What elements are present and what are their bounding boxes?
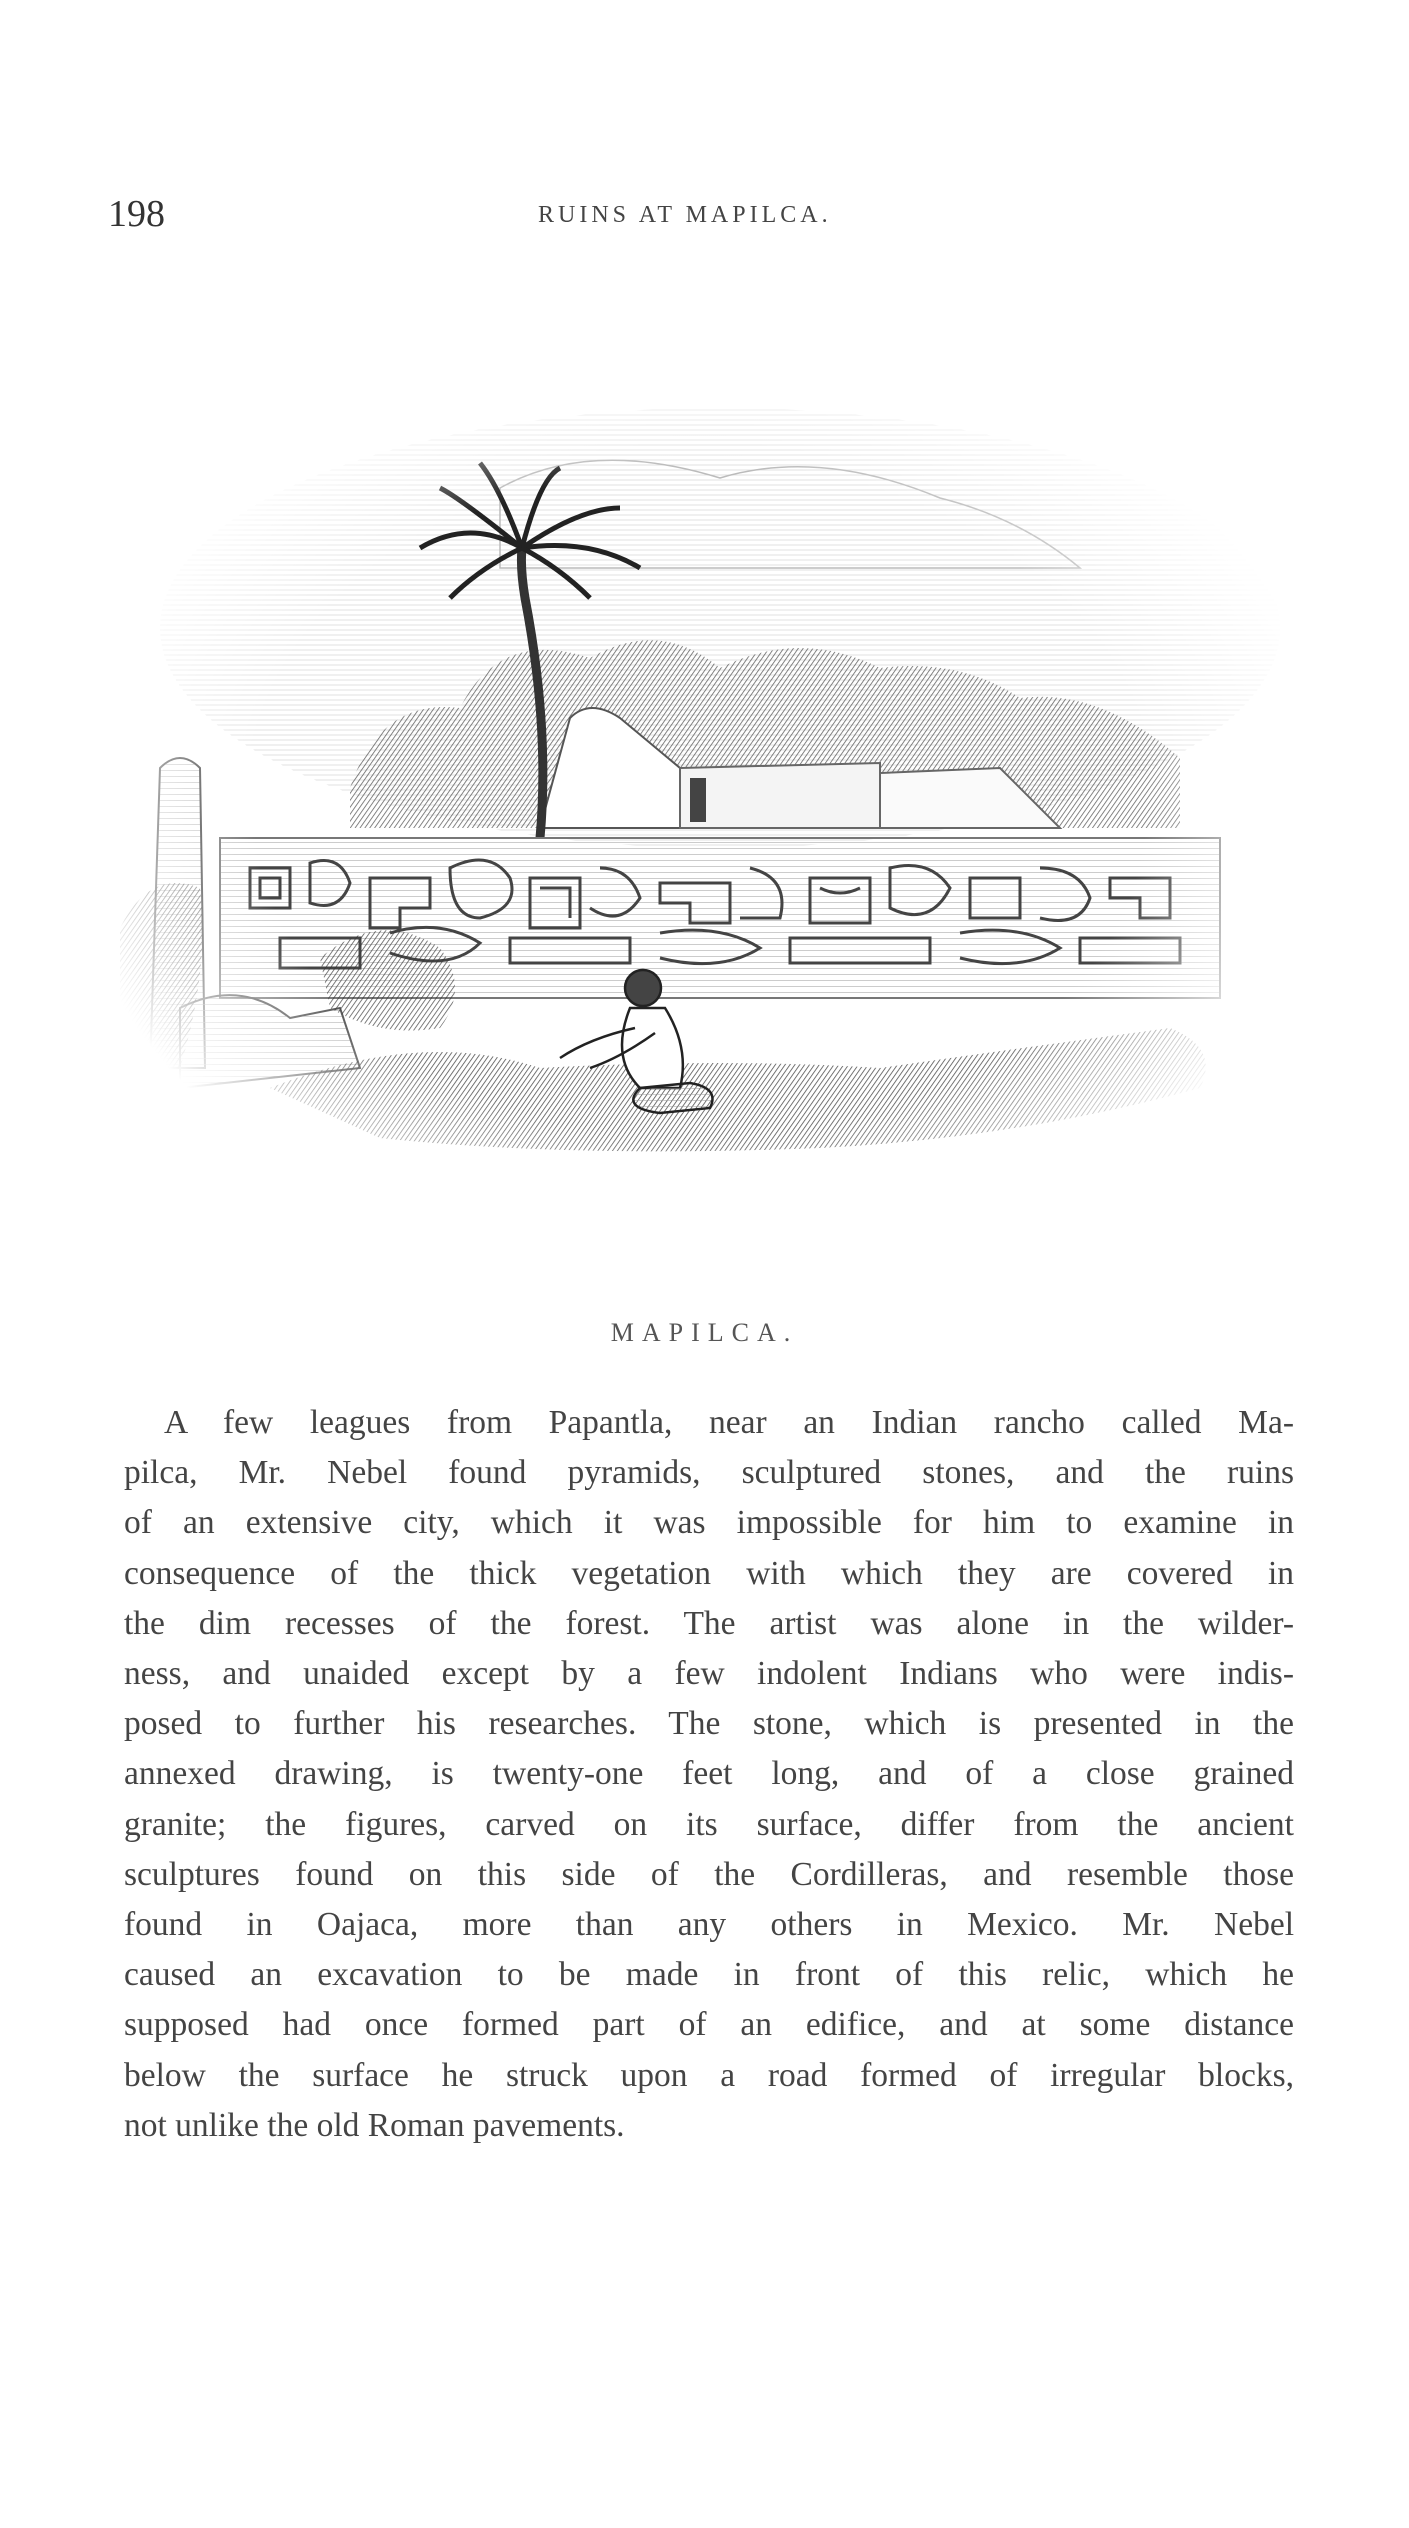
engraving-illustration — [120, 368, 1280, 1238]
text-line: not unlike the old Roman pavements. — [124, 2106, 625, 2144]
body-paragraph — [124, 1398, 1294, 2151]
text-line: A few leagues from Papantla, near an Indian rancho called Ma- — [164, 1404, 1294, 1441]
text-line: pilca, Mr. Nebel found pyramids, sculptured stones, and the ruins — [124, 1454, 1294, 1492]
running-title: RUINS AT MAPILCA. — [538, 202, 832, 228]
running-head — [108, 192, 1288, 235]
page-number: 198 — [108, 193, 165, 235]
text-line: found in Oajaca, more than any others in Mexico. Mr. Nebel — [124, 1906, 1294, 1944]
text-line: the dim recesses of the forest. The artist was alone in the wilder- — [124, 1604, 1294, 1642]
text-line: posed to further his researches. The stone, which is presented in the — [124, 1705, 1294, 1743]
text-line: caused an excavation to be made in front of this relic, which he — [124, 1956, 1294, 1994]
text-line: annexed drawing, is twenty-one feet long, and of a close grained — [124, 1755, 1294, 1793]
text-line: supposed had once formed part of an edifice, and at some distance — [124, 2006, 1294, 2044]
text-line: of an extensive city, which it was impossible for him to examine in — [124, 1504, 1294, 1542]
text-line: sculptures found on this side of the Cordilleras, and resemble those — [124, 1855, 1294, 1893]
text-line: consequence of the thick vegetation with which they are covered in — [124, 1554, 1294, 1592]
text-line: ness, and unaided except by a few indolent Indians who were indis- — [124, 1655, 1294, 1693]
text-line: granite; the figures, carved on its surface, differ from the ancient — [124, 1805, 1294, 1843]
text-line: below the surface he struck upon a road formed of irregular blocks, — [124, 2056, 1294, 2094]
plate-caption: MAPILCA. — [610, 1318, 799, 1347]
